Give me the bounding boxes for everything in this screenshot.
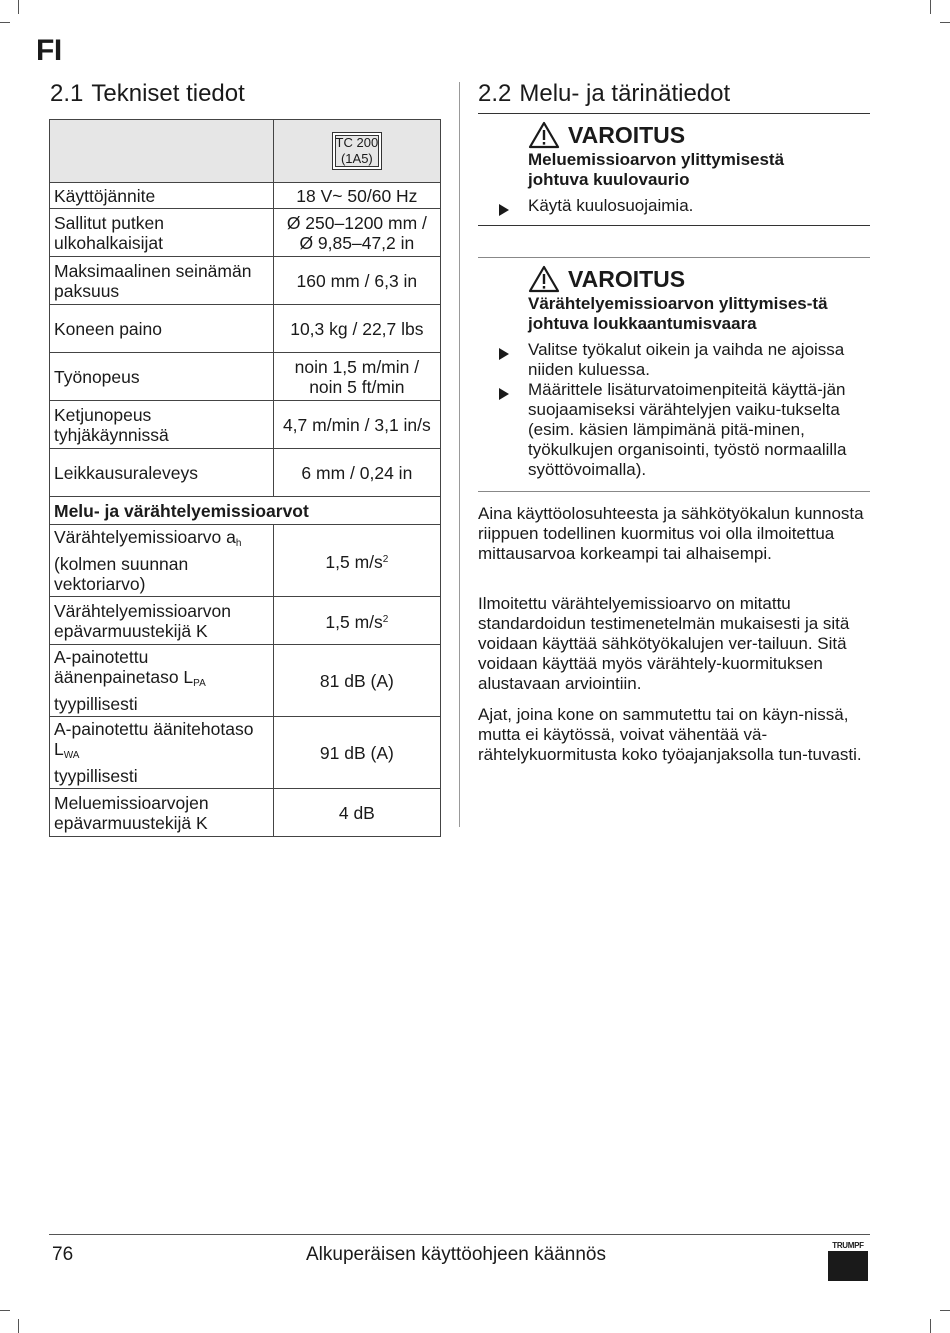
bullet-arrow-icon (498, 196, 528, 221)
label-text: Värähtelyemissioarvo a (54, 527, 236, 547)
row-value: 18 V~ 50/60 Hz (273, 183, 440, 209)
table-row (50, 645, 441, 717)
logo-block (828, 1251, 868, 1281)
row-label (50, 645, 274, 717)
model-name: TC 200 (335, 135, 379, 150)
crop-mark (0, 1310, 10, 1311)
trumpf-logo (828, 1241, 868, 1281)
value-text: 1,5 m/s (325, 551, 383, 572)
crop-mark (18, 0, 19, 14)
row-value: Ø 250–1200 mm / Ø 9,85–47,2 in (273, 209, 440, 257)
footer-rule (49, 1234, 870, 1235)
label-text-continued: tyypillisesti (54, 694, 138, 714)
spec-table (49, 119, 441, 837)
bullet-text: Määrittele lisäturvatoimenpiteitä käyttä-jän suojaamiseksi värähtelyjen vaiku-tukselta (esim. käsien lämpimänä pitä-minen, työkulkujen organisointi, työstö normaalilla syöttövoimalla). (528, 380, 847, 479)
warning-box-vibration (478, 264, 870, 480)
row-label: Meluemissioarvojen epävarmuustekijä K (50, 789, 274, 837)
row-value: 160 mm / 6,3 in (273, 257, 440, 305)
row-value: 81 dB (A) (273, 645, 440, 717)
list-item (498, 380, 870, 480)
crop-mark (940, 22, 950, 23)
logo-wordmark: TRUMPF (832, 1241, 864, 1250)
warning-title (528, 264, 870, 294)
model-label (332, 132, 383, 170)
row-value: 10,3 kg / 22,7 lbs (273, 305, 440, 353)
spec-table-header (50, 120, 441, 183)
page-number: 76 (52, 1244, 74, 1265)
crop-mark (0, 22, 10, 23)
table-row (50, 353, 441, 401)
footer-title: Alkuperäisen käyttöohjeen käännös (306, 1244, 606, 1265)
warning-top-rule (478, 257, 870, 258)
label-text-continued: (kolmen suunnan vektoriarvo) (54, 554, 189, 594)
row-label: Sallitut putken ulkohalkaisijat (50, 209, 274, 257)
crop-mark (18, 1319, 19, 1333)
section-title: Tekniset tiedot (91, 80, 245, 107)
label-text-continued: tyypillisesti (54, 766, 138, 786)
body-paragraph: Aina käyttöolosuhteesta ja sähkötyökalun kunnosta riippuen todellinen kuormitus voi olla ilmoitettua mittausarvoa korkeampi tai alhaisempi. (478, 504, 864, 563)
spec-header-model (273, 120, 440, 183)
warning-title-text: VAROITUS (568, 266, 686, 292)
row-label: Koneen paino (50, 305, 274, 353)
crop-mark (930, 0, 931, 14)
table-row (50, 717, 441, 789)
value-superscript: 2 (382, 613, 389, 625)
warning-title (528, 120, 870, 150)
row-label: Maksimaalinen seinämän paksuus (50, 257, 274, 305)
table-row (50, 597, 441, 645)
section-title: Melu- ja tärinätiedot (519, 80, 731, 107)
row-value: 4 dB (273, 789, 440, 837)
row-value (273, 597, 440, 645)
section-number: 2.2 (478, 80, 512, 107)
column-divider (459, 82, 460, 827)
table-row (50, 401, 441, 449)
warning-triangle-icon (528, 121, 560, 149)
row-label: Leikkausuraleveys (50, 449, 274, 497)
bullet-arrow-icon (498, 380, 528, 480)
row-label (50, 525, 274, 597)
label-subscript: PA (193, 678, 206, 689)
crop-mark (930, 1319, 931, 1333)
warning-title-text: VAROITUS (568, 122, 686, 148)
row-label: Käyttöjännite (50, 183, 274, 209)
label-subscript: h (235, 538, 242, 549)
crop-mark (940, 1310, 950, 1311)
table-row (50, 789, 441, 837)
list-item (498, 340, 870, 380)
model-code: (1A5) (340, 151, 373, 166)
row-label (50, 717, 274, 789)
table-section-row (50, 497, 441, 525)
warning-bottom-rule (478, 491, 870, 492)
section-number: 2.1 (50, 80, 84, 107)
warning-subtitle: Meluemissioarvon ylittymisestä johtuva kuulovaurio (528, 150, 785, 189)
table-row (50, 525, 441, 597)
row-label: Ketjunopeus tyhjäkäynnissä (50, 401, 274, 449)
row-value (273, 525, 440, 597)
warning-top-rule (478, 113, 870, 114)
warning-triangle-icon (528, 265, 560, 293)
label-text: A-painotettu äänenpainetaso L (54, 647, 194, 687)
row-value: 6 mm / 0,24 in (273, 449, 440, 497)
bullet-text: Käytä kuulosuojaimia. (528, 196, 694, 215)
value-superscript: 2 (382, 553, 389, 565)
body-paragraph: Ilmoitettu värähtelyemissioarvo on mitattu standardoidun testimenetelmän mukaisesti ja sitä voidaan käyttää sähkötyökalujen ver-tailuun. Sitä voidaan käyttää myös värähtely-kuormituksen alustavaan arviointiin. (478, 594, 850, 693)
warning-subtitle: Värähtelyemissioarvon ylittymises-tä johtuva loukkaantumisvaara (528, 294, 828, 333)
table-row (50, 209, 441, 257)
label-text: Värähtelyemissioarvon epävarmuustekijä K (54, 600, 232, 641)
table-row (50, 257, 441, 305)
warning-box-noise (478, 120, 870, 221)
list-item (498, 196, 870, 221)
row-label: Työnopeus (50, 353, 274, 401)
spec-header-empty (50, 120, 274, 183)
table-row (50, 305, 441, 353)
row-value: noin 1,5 m/min / noin 5 ft/min (273, 353, 440, 401)
label-subscript: WA (63, 750, 80, 761)
bullet-arrow-icon (498, 340, 528, 380)
table-row (50, 183, 441, 209)
bullet-text: Valitse työkalut oikein ja vaihda ne ajoissa niiden kuluessa. (528, 340, 845, 379)
row-label (50, 597, 274, 645)
row-value: 4,7 m/min / 3,1 in/s (273, 401, 440, 449)
table-row (50, 449, 441, 497)
section-heading-technical (50, 80, 245, 108)
section-heading-noise (478, 80, 730, 108)
body-paragraph: Ajat, joina kone on sammutettu tai on käyn-nissä, mutta ei käytössä, voivat vähentää vä-rähtelykuormitusta koko työajanjaksolla tun-tuvasti. (478, 705, 862, 764)
value-text: 1,5 m/s (325, 611, 383, 632)
warning-bottom-rule (478, 225, 870, 226)
row-value: 91 dB (A) (273, 717, 440, 789)
emission-section-heading: Melu- ja värähtelyemissioarvot (50, 497, 441, 525)
label-text: A-painotettu äänitehotaso L (54, 719, 254, 759)
language-code: FI (36, 34, 62, 67)
